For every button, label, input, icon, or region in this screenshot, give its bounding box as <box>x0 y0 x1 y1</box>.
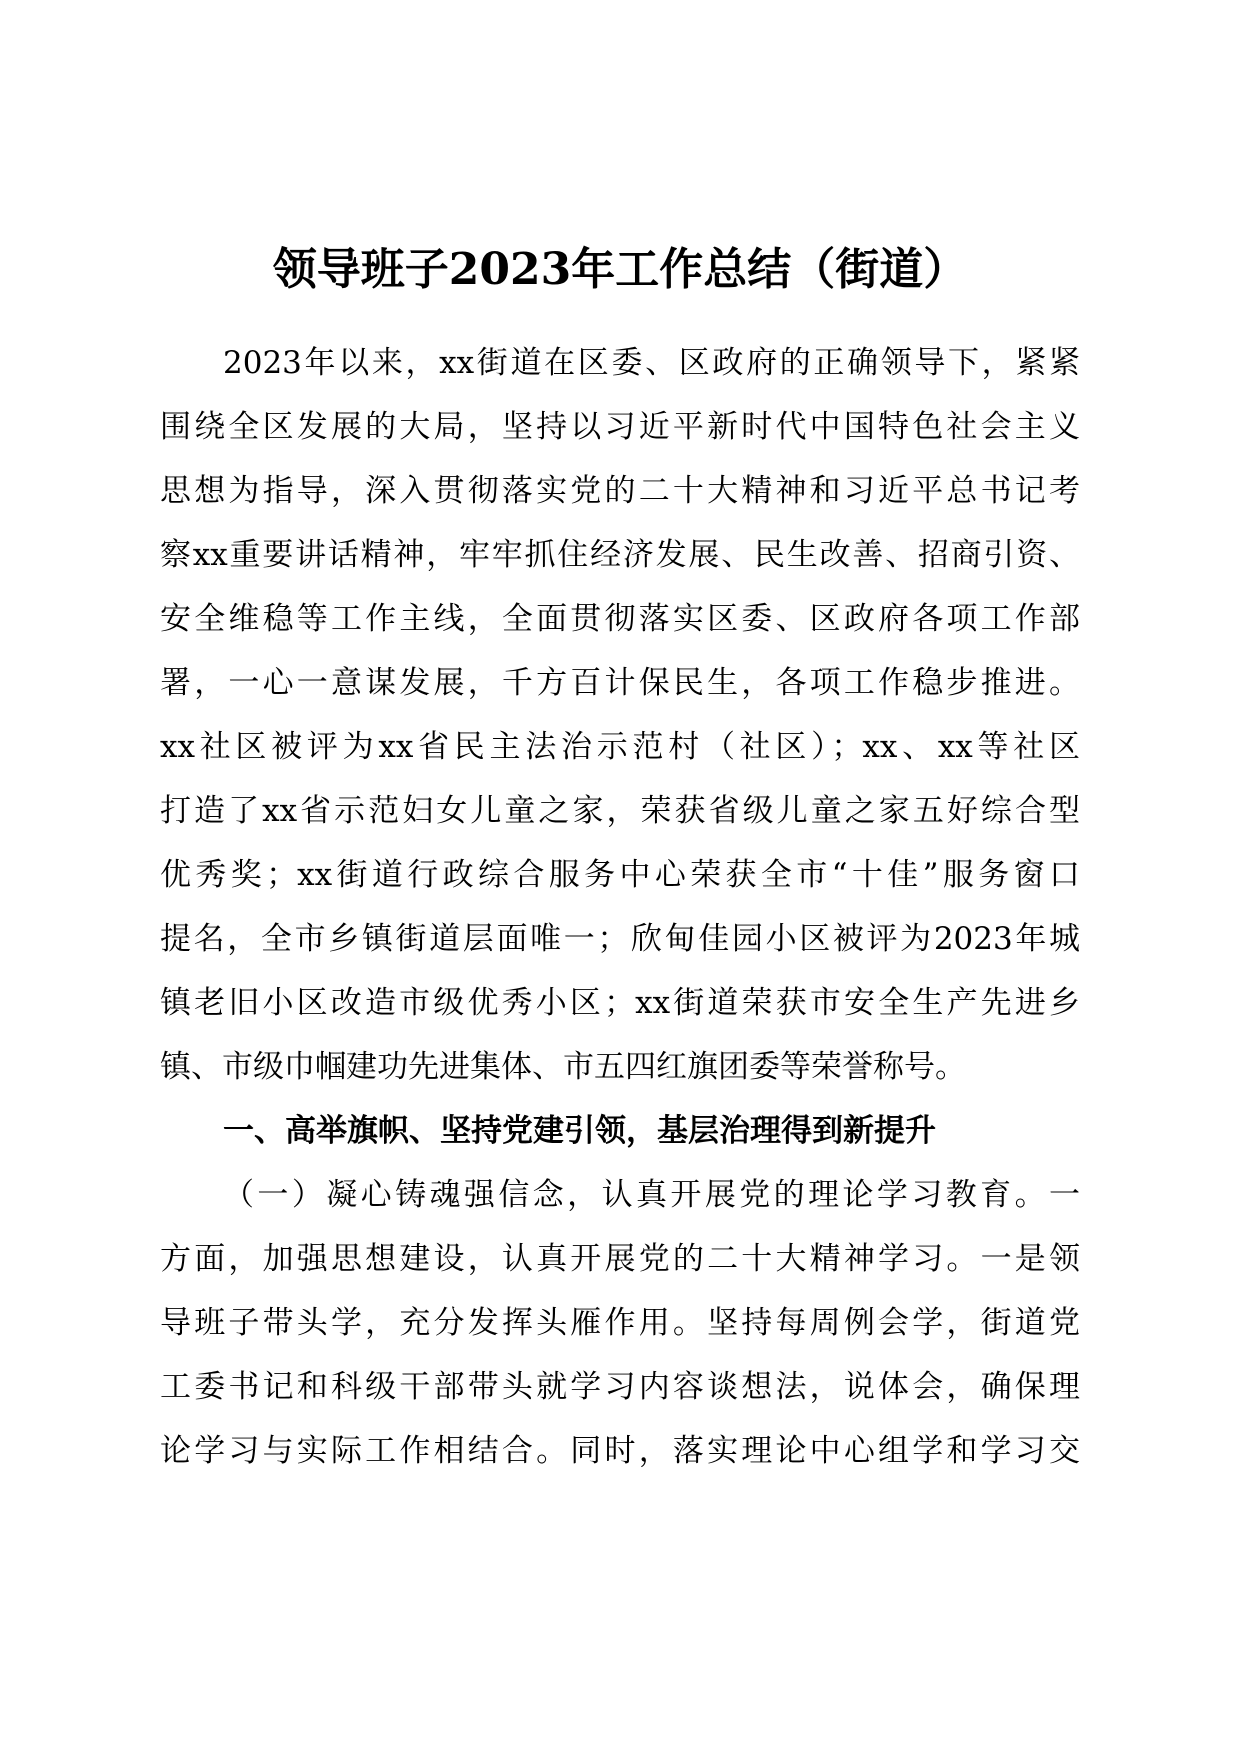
paragraph1-line-8: 打造了xx省示范妇女儿童之家，荣获省级儿童之家五好综合型 <box>160 793 1080 829</box>
paragraph1-line-3: 思想为指导，深入贯彻落实党的二十大精神和习近平总书记考 <box>160 473 1080 509</box>
paragraph2-line-2: 方面，加强思想建设，认真开展党的二十大精神学习。一是领 <box>160 1241 1080 1277</box>
paragraph1-line-4: 察xx重要讲话精神，牢牢抓住经济发展、民生改善、招商引资、 <box>160 537 1080 573</box>
paragraph1-line-1: 2023年以来，xx街道在区委、区政府的正确领导下，紧紧 <box>223 345 1080 381</box>
paragraph2-line-5: 论学习与实际工作相结合。同时，落实理论中心组学和学习交 <box>160 1433 1080 1469</box>
paragraph2-line-3: 导班子带头学，充分发挥头雁作用。坚持每周例会学，街道党 <box>160 1305 1080 1341</box>
paragraph1-line-5: 安全维稳等工作主线，全面贯彻落实区委、区政府各项工作部 <box>160 601 1080 637</box>
section-heading: 一、高举旗帜、坚持党建引领，基层治理得到新提升 <box>223 1113 936 1149</box>
document-title: 领导班子2023年工作总结（街道） <box>272 244 968 295</box>
paragraph1-line-9: 优秀奖；xx街道行政综合服务中心荣获全市“十佳”服务窗口 <box>160 857 1080 893</box>
paragraph1-line-2: 围绕全区发展的大局，坚持以习近平新时代中国特色社会主义 <box>160 409 1080 445</box>
paragraph1-line-10: 提名，全市乡镇街道层面唯一；欣甸佳园小区被评为2023年城 <box>160 921 1080 957</box>
paragraph2-line-4: 工委书记和科级干部带头就学习内容谈想法，说体会，确保理 <box>160 1369 1080 1405</box>
paragraph1-line-12: 镇、市级巾帼建功先进集体、市五四红旗团委等荣誉称号。 <box>160 1049 966 1085</box>
paragraph2-line-1: （一）凝心铸魂强信念，认真开展党的理论学习教育。一 <box>223 1177 1080 1213</box>
paragraph1-line-11: 镇老旧小区改造市级优秀小区；xx街道荣获市安全生产先进乡 <box>160 985 1080 1021</box>
paragraph1-line-6: 署，一心一意谋发展，千方百计保民生，各项工作稳步推进。 <box>160 665 1080 701</box>
paragraph1-line-7: xx社区被评为xx省民主法治示范村（社区）；xx、xx等社区 <box>160 729 1080 765</box>
